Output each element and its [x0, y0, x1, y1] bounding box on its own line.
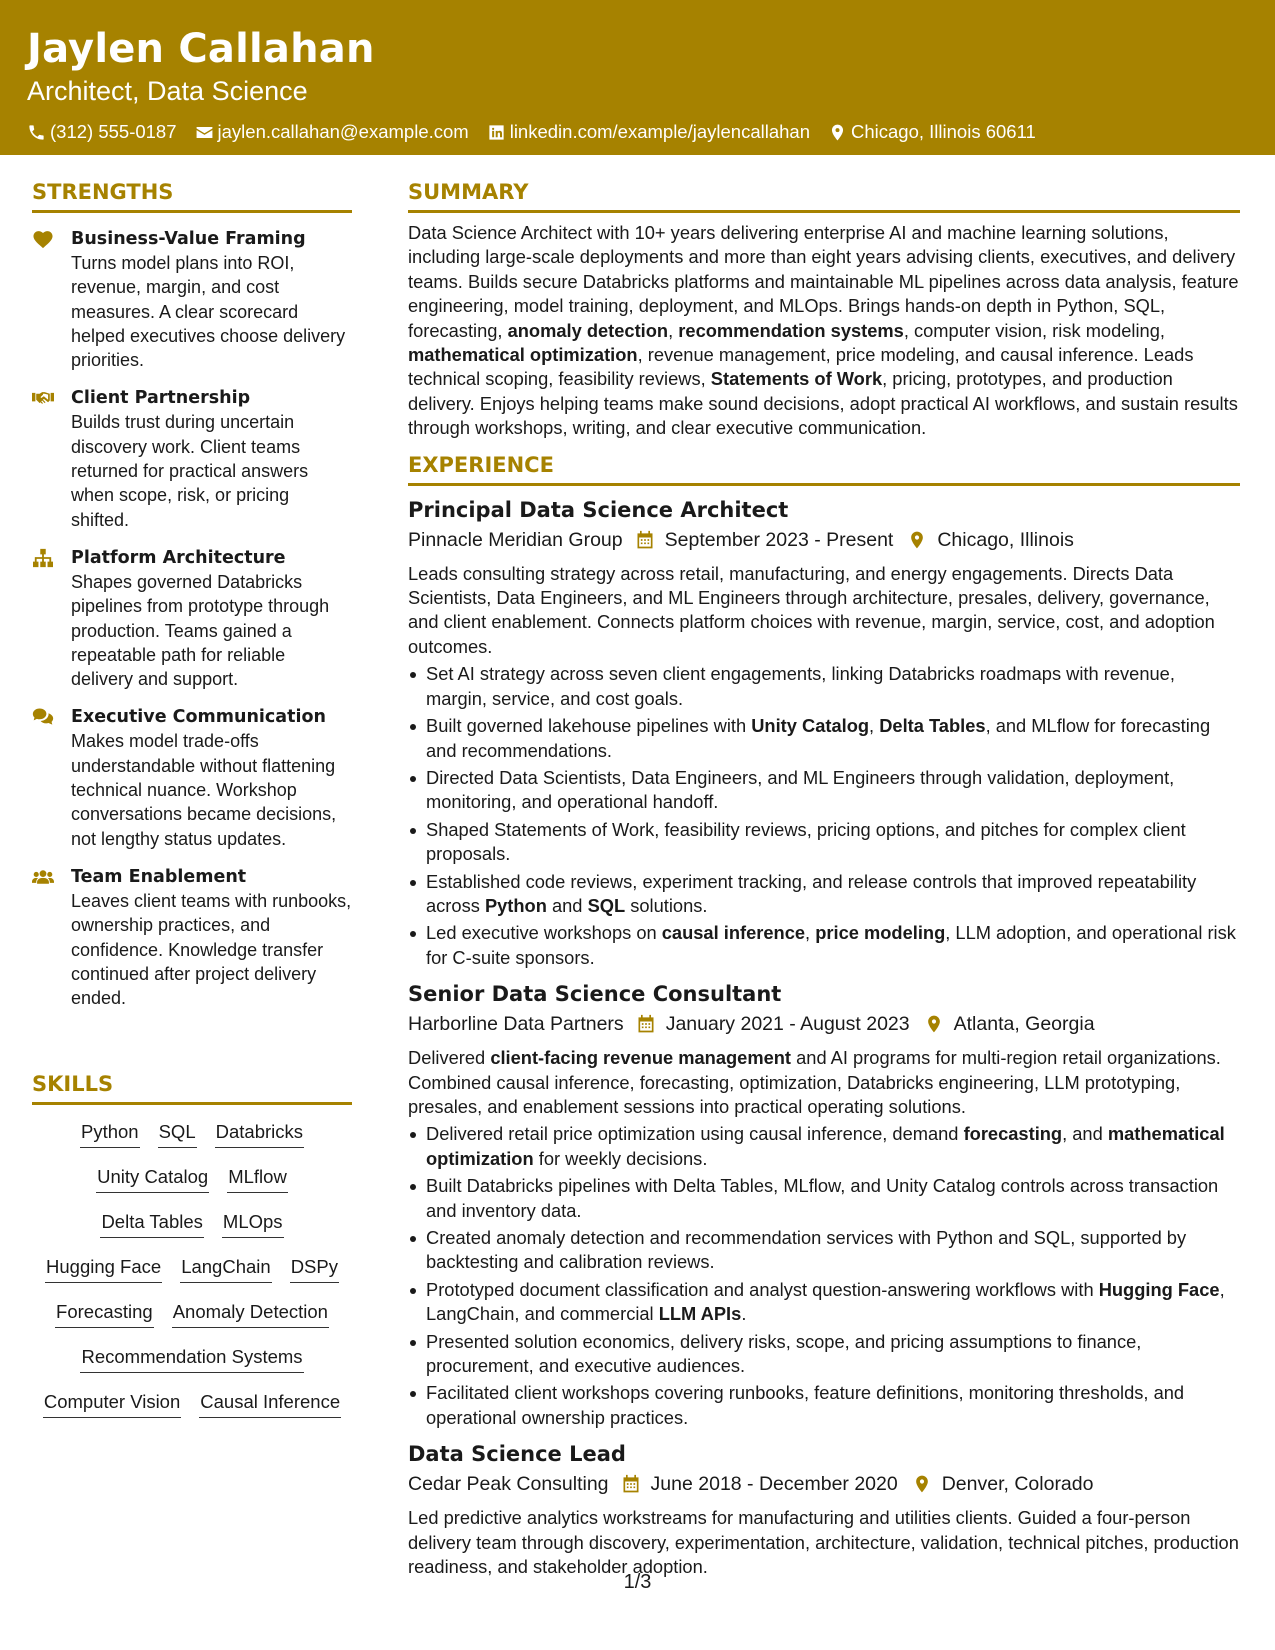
skills-list	[32, 1120, 352, 1418]
bold-phrase: SQL	[587, 894, 626, 916]
skill-tag: LangChain	[180, 1255, 272, 1283]
phone-text: (312) 555-0187	[50, 121, 177, 142]
text-run: , LangChain, and commercial	[426, 1278, 1225, 1325]
job-title: Senior Data Science Consultant	[408, 982, 782, 1007]
skill-tag: SQL	[158, 1120, 197, 1148]
skill-tag: Hugging Face	[45, 1255, 162, 1283]
strengths-heading: STRENGTHS	[32, 178, 352, 213]
skills-heading: SKILLS	[32, 1070, 352, 1105]
page-number: 1/3	[623, 1571, 652, 1593]
bold-phrase: mathematical optimization	[426, 1123, 1225, 1169]
text-run: , and MLflow for forecasting and recommendations.	[426, 715, 1211, 761]
main-column	[408, 178, 1240, 1579]
sitemap-icon	[32, 548, 54, 568]
text-run: Delivered retail price optimization using causal inference, demand	[426, 1123, 964, 1145]
job-bullets	[408, 1122, 1240, 1430]
strength-item	[32, 386, 352, 531]
text-run: Set AI strategy across seven client engagements, linking Databricks roadmaps with revenue, margin, service, and cost goals.	[426, 663, 1175, 709]
text-run: Led executive workshops on	[426, 922, 662, 944]
text-run: Built Databricks pipelines with Delta Tables, MLflow, and Unity Catalog controls across transaction and inventory data.	[426, 1175, 1219, 1221]
job-dates: June 2018 - December 2020	[650, 1473, 898, 1496]
skill-tag: MLOps	[222, 1210, 284, 1238]
location-text: Chicago, Illinois 60611	[851, 121, 1036, 142]
strength-item	[32, 227, 352, 372]
job-title: Principal Data Science Architect	[408, 497, 789, 522]
bullet-item	[408, 1330, 1240, 1379]
text-run: Data Science Architect with 10+ years delivering enterprise AI and machine learning solutions, including large-scale deployments and more than eight years advising clients, executives, and delivery teams. Builds secure Databricks platforms and maintainable ML pipelines across data analysis, feature engineering, model training, deployment, and MLOps. Brings hands-on depth in Python, SQL, forecasting,	[408, 222, 1239, 341]
text-run: and AI programs for multi-region retail organizations. Combined causal inference, forecasting, optimization, Databricks engineering, LLM prototyping, presales, and enablement sessions into practical operating solutions.	[408, 1047, 1221, 1117]
calendar-icon	[635, 530, 655, 550]
job-company: Pinnacle Meridian Group	[408, 528, 623, 551]
experience-section	[408, 451, 1240, 1580]
job-meta	[408, 1010, 1240, 1038]
skill-tag: Recommendation Systems	[80, 1345, 303, 1373]
contact-email[interactable]	[195, 120, 469, 144]
skill-tag: Computer Vision	[43, 1390, 181, 1418]
candidate-name: Jaylen Callahan	[27, 26, 375, 72]
text-run: solutions.	[625, 894, 708, 916]
bold-phrase: mathematical optimization	[408, 344, 638, 366]
bold-phrase: anomaly detection	[507, 319, 669, 341]
job-description	[408, 1506, 1240, 1579]
linkedin-icon	[487, 123, 506, 142]
strength-description: Makes model trade-offs understandable without flattening technical nuance. Workshop conversations became decisions, not lengthy status updates.	[71, 731, 337, 849]
strength-name: Client Partnership	[71, 388, 251, 409]
job-company: Harborline Data Partners	[408, 1013, 624, 1036]
job-list	[408, 496, 1240, 1580]
bold-phrase: Delta Tables	[879, 715, 986, 737]
text-run: Directed Data Scientists, Data Engineers, and ML Engineers through validation, deployment, monitoring, and operational handoff.	[426, 766, 1175, 813]
skill-row	[32, 1390, 352, 1418]
strength-name: Executive Communication	[71, 707, 326, 728]
skill-row	[32, 1210, 352, 1238]
skills-section	[32, 1070, 352, 1418]
text-run: Prototyped document classification and analyst question-answering workflows with	[426, 1278, 1099, 1300]
bold-phrase: client-facing revenue management	[490, 1047, 792, 1069]
email-text: jaylen.callahan@example.com	[217, 121, 469, 142]
bold-phrase: Python	[484, 894, 547, 916]
job-dates: January 2021 - August 2023	[665, 1013, 910, 1036]
text-run: Presented solution economics, delivery risks, scope, and pricing assumptions to finance, procurement, and executive audiences.	[426, 1330, 1142, 1377]
strengths-section	[32, 178, 352, 1010]
text-run: Shaped Statements of Work, feasibility reviews, pricing options, and pitches for complex client proposals.	[426, 818, 1186, 865]
strength-item	[32, 865, 352, 1010]
contact-location	[828, 120, 1036, 144]
text-run: for weekly decisions.	[533, 1147, 708, 1169]
bold-phrase: Statements of Work	[710, 368, 883, 390]
users-icon	[32, 867, 54, 887]
strength-name: Platform Architecture	[71, 547, 286, 568]
comments-icon	[32, 707, 54, 727]
strength-description: Leaves client teams with runbooks, ownership practices, and confidence. Knowledge transfer continued after project delivery ended.	[71, 890, 352, 1009]
bullet-item	[408, 921, 1240, 970]
text-run: Facilitated client workshops covering runbooks, feature definitions, monitoring thresholds, and operational ownership practices.	[426, 1382, 1185, 1428]
text-run: ,	[805, 922, 816, 944]
skill-tag: Delta Tables	[100, 1210, 203, 1238]
text-run: Led predictive analytics workstreams for manufacturing and utilities clients. Guided a four-person delivery team through discovery, experimentation, architecture, validation, technical pitches, production readiness, and stakeholder adoption.	[408, 1507, 1239, 1578]
bullet-item	[408, 1226, 1240, 1275]
bold-phrase: forecasting	[963, 1123, 1063, 1145]
bullet-item	[408, 1174, 1240, 1223]
bold-phrase: recommendation systems	[678, 319, 904, 341]
summary-text	[408, 221, 1240, 441]
phone-icon	[27, 123, 46, 142]
skill-row	[32, 1255, 352, 1283]
bold-phrase: Hugging Face	[1098, 1278, 1220, 1300]
job-location: Chicago, Illinois	[937, 528, 1074, 551]
contact-linkedin[interactable]	[487, 120, 810, 144]
bold-phrase: causal inference	[661, 922, 806, 944]
job-meta	[408, 1470, 1240, 1498]
job-location: Atlanta, Georgia	[953, 1013, 1095, 1036]
skill-row	[32, 1165, 352, 1193]
calendar-icon	[621, 1474, 641, 1494]
bold-phrase: price modeling	[815, 922, 946, 944]
text-run: , revenue management, price modeling, and causal inference. Leads technical scoping, feasibility reviews,	[408, 344, 1194, 390]
job-company: Cedar Peak Consulting	[408, 1473, 609, 1496]
bullet-item	[408, 714, 1240, 763]
handshake-icon	[32, 388, 54, 408]
contact-bar	[27, 120, 1248, 144]
summary-heading: SUMMARY	[408, 178, 1240, 213]
text-run: ,	[869, 715, 880, 737]
heart-icon	[32, 229, 54, 249]
job-entry	[408, 980, 1240, 1430]
bullet-item	[408, 1278, 1240, 1327]
bold-phrase: Unity Catalog	[751, 715, 870, 737]
contact-phone[interactable]	[27, 120, 177, 144]
job-location: Denver, Colorado	[941, 1473, 1094, 1496]
text-run: , pricing, prototypes, and production delivery. Enjoys helping teams make sound decisions, adopt practical AI workflows, and sustain results through workshops, writing, and clear executive communication.	[408, 368, 1238, 439]
strength-description: Turns model plans into ROI, revenue, margin, and cost measures. A clear scorecard helped executives choose delivery priorities.	[71, 253, 346, 371]
strength-name: Business-Value Framing	[71, 229, 306, 249]
skill-row	[32, 1300, 352, 1328]
skill-tag: Databricks	[215, 1120, 304, 1148]
bullet-item	[408, 766, 1240, 815]
experience-heading: EXPERIENCE	[408, 451, 1240, 486]
job-dates: September 2023 - Present	[664, 528, 894, 551]
skill-tag: Forecasting	[55, 1300, 154, 1328]
bullet-item	[408, 662, 1240, 711]
job-bullets	[408, 662, 1240, 970]
text-run: , LLM adoption, and operational risk for C-suite sponsors.	[426, 922, 1236, 968]
text-run: .	[741, 1303, 747, 1325]
job-meta	[408, 526, 1240, 554]
job-entry	[408, 496, 1240, 971]
bold-phrase: LLM APIs	[658, 1303, 742, 1325]
resume-header	[0, 0, 1275, 155]
calendar-icon	[636, 1014, 656, 1034]
skill-tag: Anomaly Detection	[172, 1300, 329, 1328]
skill-row	[32, 1120, 352, 1148]
map-marker-icon	[924, 1014, 944, 1034]
linkedin-text: linkedin.com/example/jaylencallahan	[509, 121, 810, 142]
text-run: , computer vision, risk modeling,	[903, 319, 1165, 341]
skill-tag: Python	[80, 1120, 140, 1148]
job-description	[408, 1046, 1240, 1119]
text-run: Delivered	[408, 1047, 491, 1069]
bullet-item	[408, 1122, 1240, 1171]
skill-tag: Causal Inference	[199, 1390, 341, 1418]
text-run: Created anomaly detection and recommendation services with Python and SQL, supported by backtesting and calibration reviews.	[426, 1227, 1187, 1273]
strength-description: Shapes governed Databricks pipelines from prototype through production. Teams gained a repeatable path for reliable delivery and support.	[71, 571, 330, 690]
candidate-title: Architect, Data Science	[27, 76, 308, 106]
bullet-item	[408, 1381, 1240, 1430]
envelope-icon	[195, 123, 214, 142]
map-marker-icon	[912, 1474, 932, 1494]
strength-item	[32, 546, 352, 691]
strength-description: Builds trust during uncertain discovery work. Client teams returned for practical answers when scope, risk, or pricing shifted.	[71, 412, 309, 530]
skill-tag: Unity Catalog	[96, 1165, 209, 1193]
map-marker-icon	[828, 123, 847, 142]
strength-item	[32, 705, 352, 850]
job-entry	[408, 1440, 1240, 1579]
strength-name: Team Enablement	[71, 866, 247, 887]
text-run: Established code reviews, experiment tracking, and release controls that improved repeatability across	[426, 870, 1197, 916]
bullet-item	[408, 818, 1240, 867]
bullet-item	[408, 870, 1240, 919]
job-description	[408, 562, 1240, 660]
text-run: and	[546, 894, 588, 916]
text-run: ,	[668, 319, 679, 341]
job-title: Data Science Lead	[408, 1442, 626, 1467]
skill-tag: MLflow	[227, 1165, 288, 1193]
map-marker-icon	[907, 530, 927, 550]
skill-row	[32, 1345, 352, 1373]
skill-tag: DSPy	[290, 1255, 339, 1283]
text-run: Built governed lakehouse pipelines with	[426, 715, 752, 737]
text-run: , and	[1062, 1123, 1108, 1145]
text-run: Leads consulting strategy across retail, manufacturing, and energy engagements. Directs Data Scientists, Data Engineers, and ML Engineers through architecture, presales, delivery, governance, and client enablement. Connects platform choices with revenue, margin, service, cost, and adoption outcomes.	[408, 562, 1215, 657]
